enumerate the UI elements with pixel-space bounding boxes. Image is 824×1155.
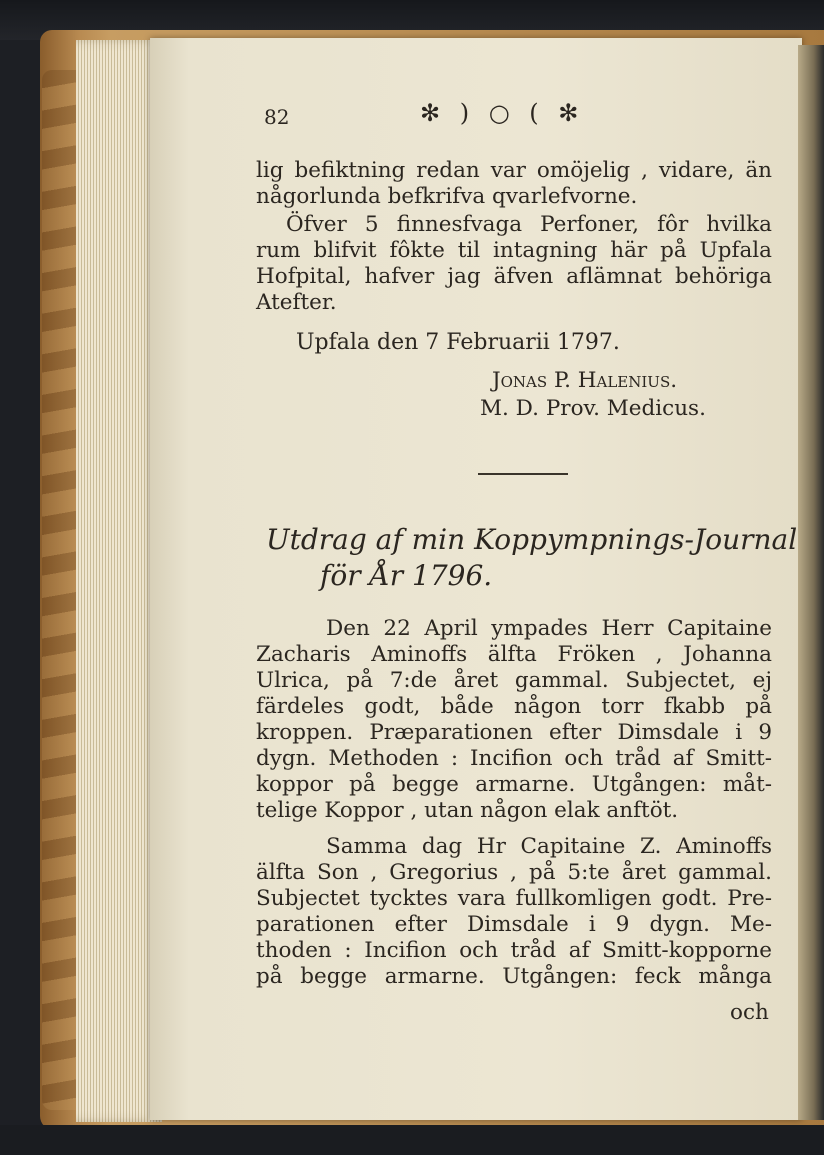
text-line: Atefter.	[256, 290, 337, 315]
journal-entry-2	[256, 834, 772, 990]
page-number: 82	[264, 105, 290, 129]
text-line: Den 22 April ympades Herr Capitaine	[326, 616, 772, 641]
text-line: färdeles godt, både någon torr fkabb på	[256, 694, 772, 719]
header-ornament: ✻ ) ○ ( ✻	[420, 99, 585, 127]
text-line: dygn. Methoden : Incifion och tråd af Smitt-	[256, 746, 772, 771]
intro-paragraph	[256, 158, 772, 210]
asylum-paragraph	[256, 212, 772, 316]
background-bottom	[0, 1125, 824, 1155]
signature-title: M. D. Prov. Medicus.	[480, 396, 706, 421]
heading-line: för År 1796.	[320, 559, 493, 592]
running-head	[264, 100, 624, 136]
date-line: Upfala den 7 Februarii 1797.	[296, 330, 620, 355]
section-divider	[478, 473, 568, 475]
text-line: Zacharis Aminoffs älfta Fröken , Johanna	[256, 642, 772, 667]
text-line: rum blifvit fôkte til intagning här på Upfala	[256, 238, 772, 263]
signature-block	[480, 368, 780, 424]
heading-line: Utdrag af min Koppympnings-Journal	[266, 523, 798, 556]
text-line: thoden : Incifion och tråd af Smitt-kopporne	[256, 938, 772, 963]
text-line: Ulrica, på 7:de året gammal. Subjectet, ej	[256, 668, 772, 693]
text-line: Öfver 5 finnesfvaga Perfoner, fôr hvilka	[286, 212, 772, 237]
text-line: Subjectet tycktes vara fullkomligen godt. Pre-	[256, 886, 772, 911]
text-line: telige Koppor , utan någon elak anftöt.	[256, 798, 679, 823]
text-line: kroppen. Præparationen efter Dimsdale i 9	[256, 720, 772, 745]
text-line: parationen efter Dimsdale i 9 dygn. Me-	[256, 912, 772, 937]
text-line: koppor på begge armarne. Utgången: måt-	[256, 772, 772, 797]
text-line: på begge armarne. Utgången: feck många	[256, 964, 772, 989]
text-line: Hofpital, hafver jag äfven aflämnat behöriga	[256, 264, 772, 289]
journal-entry-1	[256, 616, 772, 824]
text-line: lig befiktning redan var omöjelig , vidare, än	[256, 158, 772, 183]
text-line: någorlunda befkrifva qvarlefvorne.	[256, 184, 638, 209]
signature-name: Jonas P. Halenius.	[492, 368, 678, 393]
text-line: älfta Son , Gregorius , på 5:te året gammal.	[256, 860, 772, 885]
section-heading	[266, 522, 798, 594]
text-line: Samma dag Hr Capitaine Z. Aminoffs	[326, 834, 772, 859]
catchword: och	[730, 1000, 769, 1025]
page-gutter-shadow	[798, 45, 824, 1120]
